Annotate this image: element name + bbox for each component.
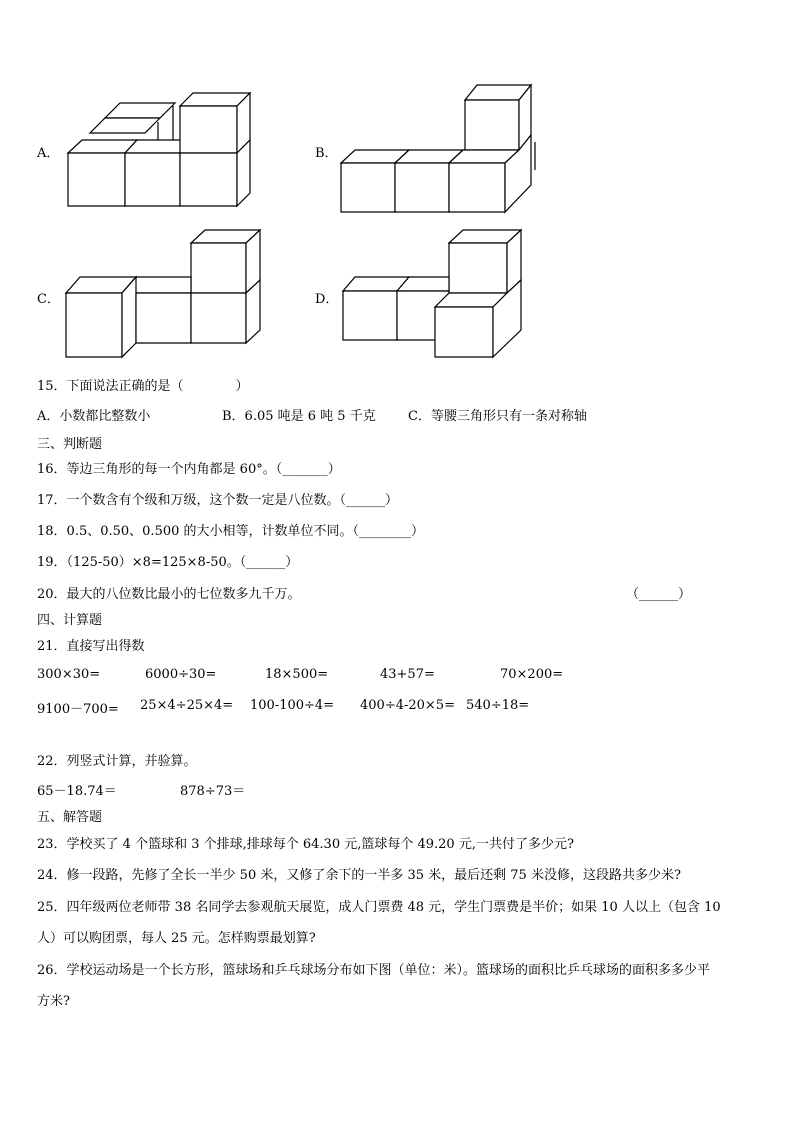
question-16: 16．等边三角形的每一个内角都是 60°。（_______）	[37, 462, 341, 477]
section-4-heading: 四、计算题	[37, 613, 103, 628]
question-23: 23．学校买了 4 个篮球和 3 个排球,排球每个 64.30 元,篮球每个 49.20 元,一共付了多少元?	[37, 837, 574, 852]
question-17: 17．一个数含有个级和万级，这个数一定是八位数。（______）	[37, 493, 399, 508]
cube-drawing-d	[335, 225, 535, 360]
section-3-heading: 三、判断题	[37, 437, 103, 452]
option-d-figure[interactable]	[335, 225, 535, 364]
section-5-heading: 五、解答题	[37, 810, 103, 825]
option-d-label: D．	[315, 292, 339, 307]
calc-item[interactable]: 100-100÷4=	[250, 698, 335, 713]
calc-item[interactable]: 70×200=	[500, 667, 564, 682]
question-15-stem: 15．下面说法正确的是（ ）	[37, 379, 249, 394]
option-b-figure[interactable]	[335, 80, 545, 219]
calc-item[interactable]: 6000÷30=	[145, 667, 217, 682]
question-21-stem: 21．直接写出得数	[37, 639, 145, 654]
question-26-line-1: 26．学校运动场是一个长方形，篮球场和乒乓球场分布如下图（单位：米）。篮球场的面积比乒乓球场的面积多多少平	[37, 963, 711, 978]
option-c-label: C．	[37, 292, 60, 307]
calc-item[interactable]: 540÷18=	[466, 698, 530, 713]
cube-drawing-b	[335, 80, 545, 215]
calc-item[interactable]: 18×500=	[265, 667, 329, 682]
question-15-choice-a[interactable]: A．小数都比整数小	[37, 409, 151, 424]
question-22-stem: 22．列竖式计算，并验算。	[37, 754, 197, 769]
question-18: 18．0.5、0.50、0.500 的大小相等，计数单位不同。（________）	[37, 524, 425, 539]
question-15-choice-b[interactable]: B．6.05 吨是 6 吨 5 千克	[222, 409, 376, 424]
option-b-label: B．	[315, 146, 338, 161]
question-20: 20．最大的八位数比最小的七位数多九千万。	[37, 587, 301, 602]
question-25-line-2: 人）可以购团票，每人 25 元。怎样购票最划算?	[37, 931, 316, 946]
option-a-figure[interactable]	[60, 88, 260, 217]
calc-item[interactable]: 9100－700=	[37, 702, 119, 717]
cube-drawing-a	[60, 88, 260, 213]
calc-item[interactable]: 25×4÷25×4=	[140, 698, 234, 713]
question-15-choice-c[interactable]: C．等腰三角形只有一条对称轴	[408, 409, 587, 424]
question-19: 19．（125-50）×8=125×8-50。（______）	[37, 555, 299, 570]
calc-item[interactable]: 300×30=	[37, 667, 101, 682]
option-c-figure[interactable]	[60, 225, 270, 364]
cube-drawing-c	[60, 225, 270, 360]
question-20-blank[interactable]: （______）	[626, 587, 692, 602]
question-26-line-2: 方米?	[37, 994, 70, 1009]
calc-item[interactable]: 878÷73＝	[180, 784, 246, 799]
option-a-label: A．	[37, 146, 60, 161]
question-25-line-1: 25．四年级两位老师带 38 名同学去参观航天展览，成人门票费 48 元，学生门票费是半价；如果 10 人以上（包含 10	[37, 900, 721, 915]
calc-item[interactable]: 65－18.74＝	[37, 784, 117, 799]
calc-item[interactable]: 43+57=	[380, 667, 435, 682]
calc-item[interactable]: 400÷4-20×5=	[360, 698, 455, 713]
question-24: 24．修一段路，先修了全长一半少 50 米，又修了余下的一半多 35 米，最后还剩 75 米没修，这段路共多少米?	[37, 868, 681, 883]
